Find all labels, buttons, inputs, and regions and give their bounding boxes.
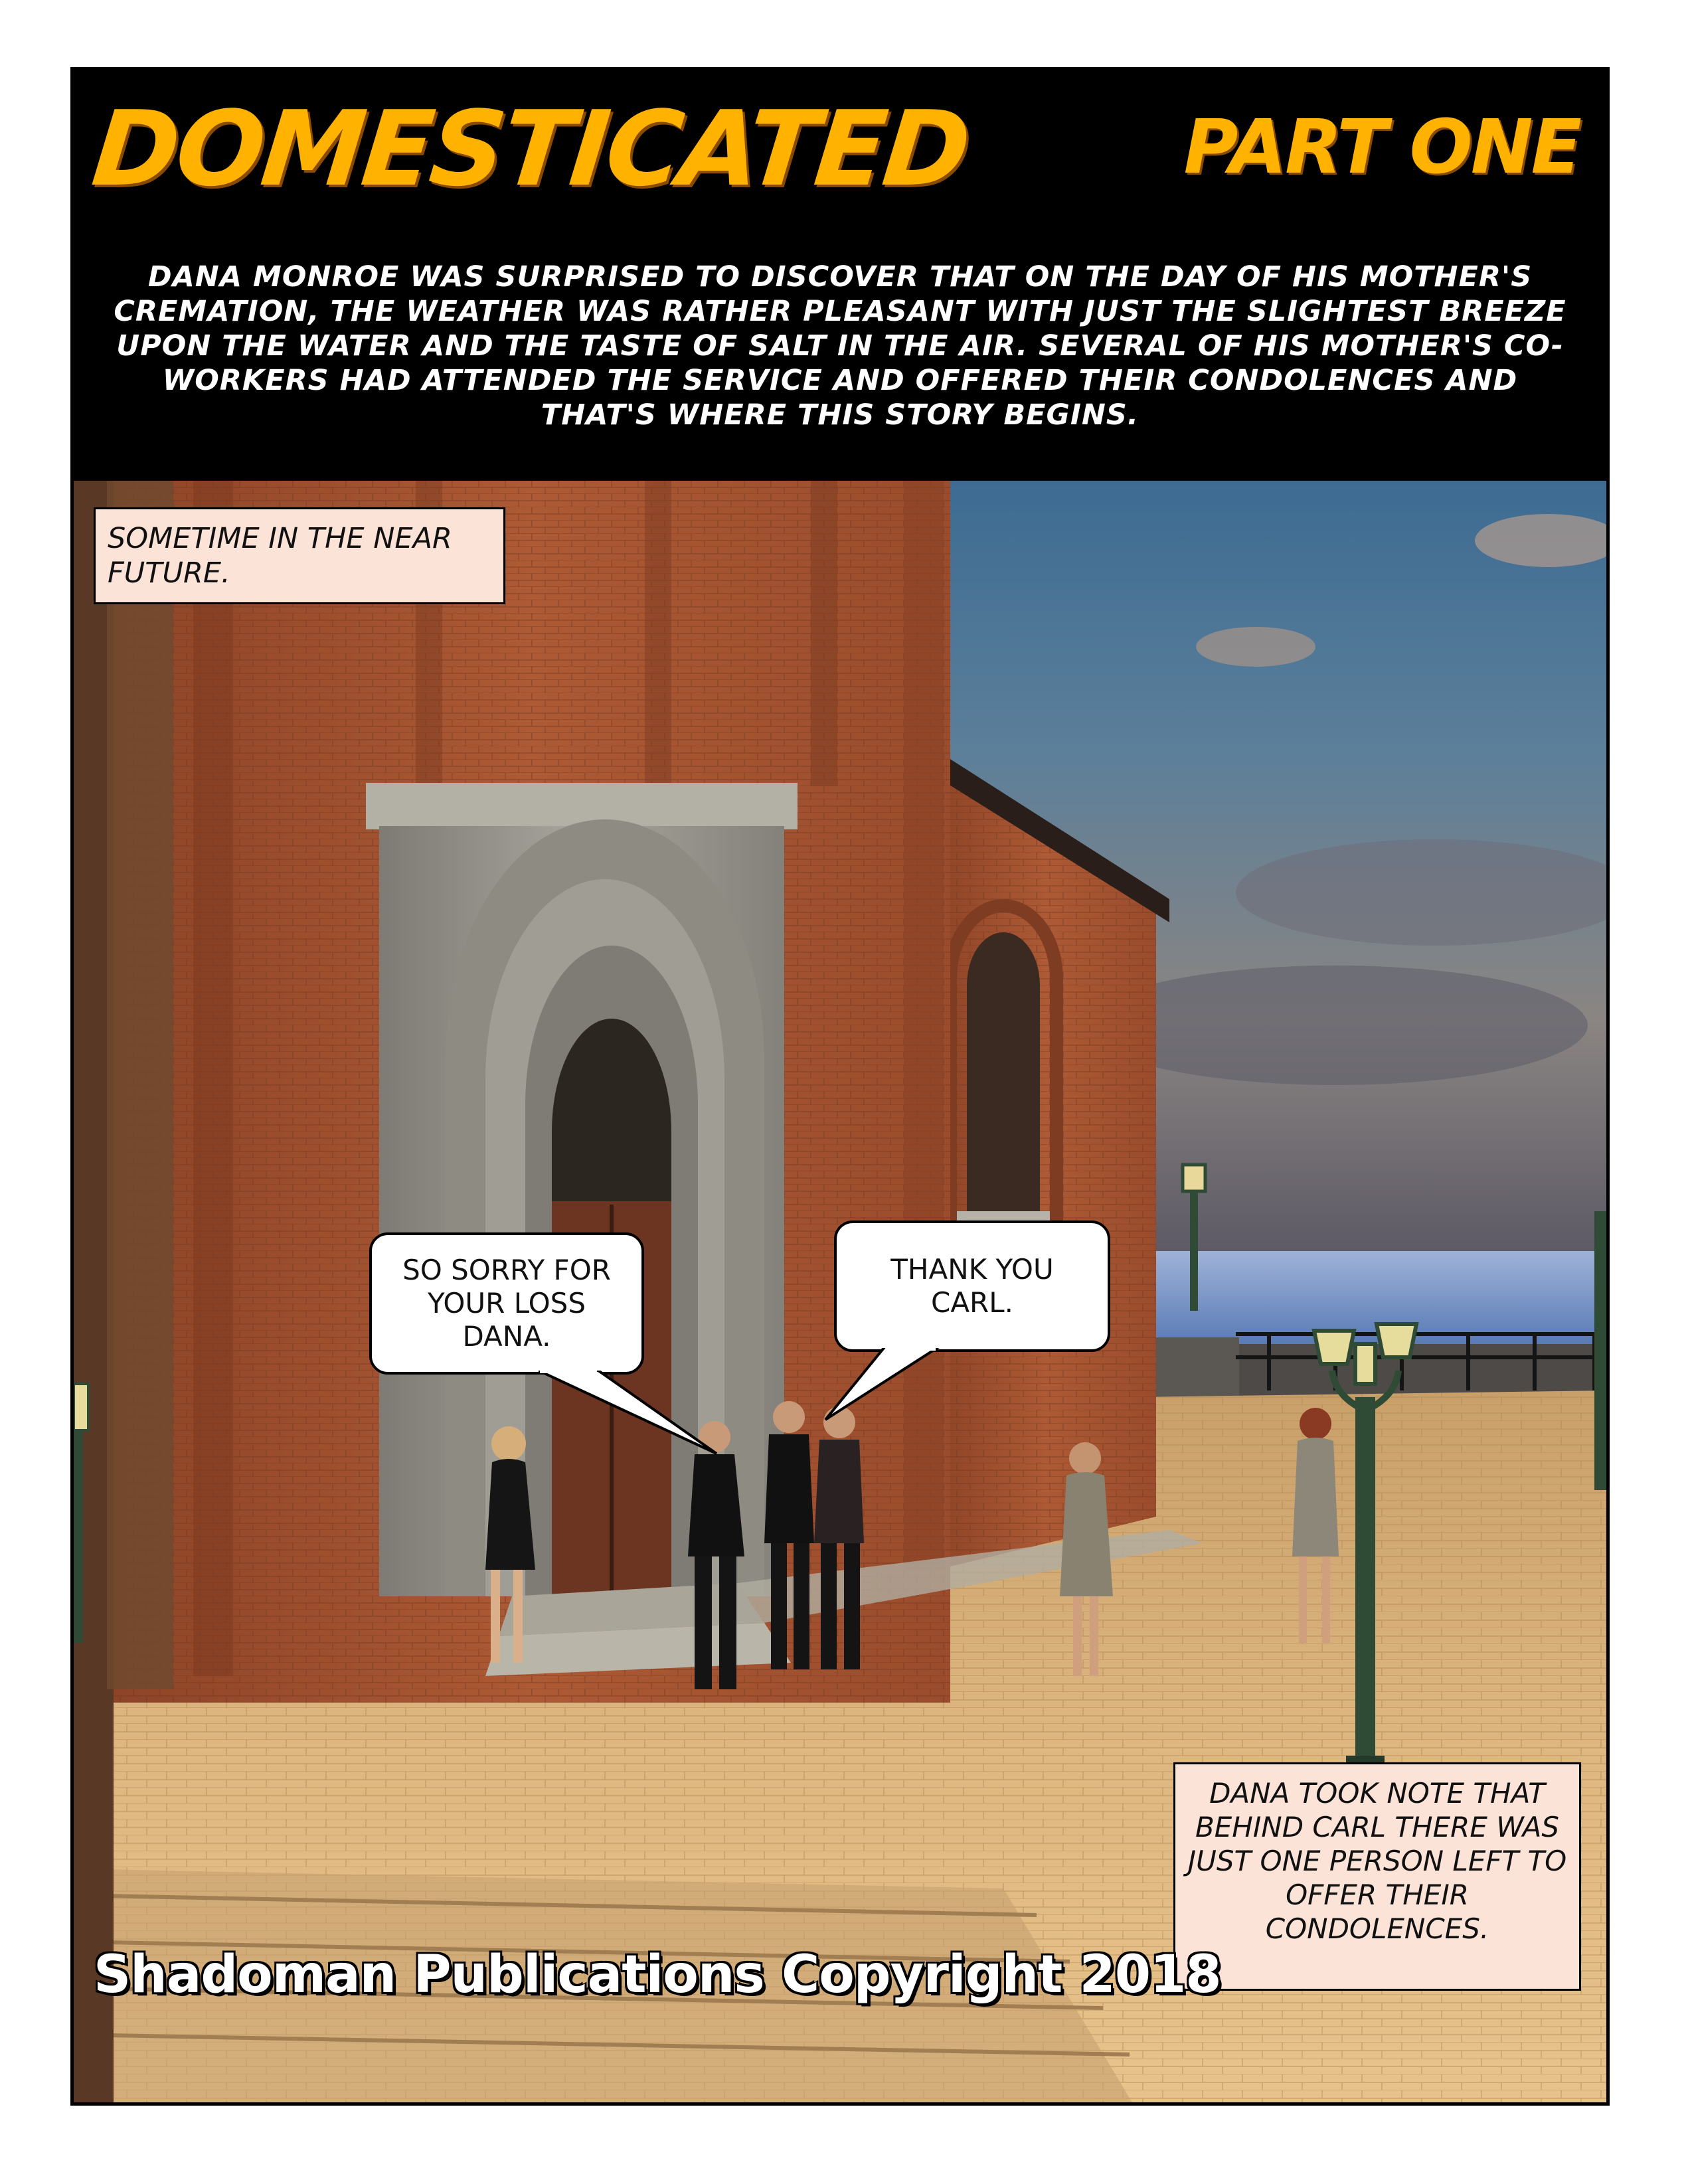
speech-text-carl: SO SORRY FOR YOUR LOSS DANA. bbox=[402, 1254, 611, 1353]
caption-box-bottom: DANA TOOK NOTE THAT BEHIND CARL THERE WAS JUST ONE PERSON LEFT TO OFFER THEIR CONDOLENCES. bbox=[1173, 1762, 1581, 1991]
caption-box-top: SOMETIME IN THE NEAR FUTURE. bbox=[94, 507, 505, 604]
speech-balloon-carl bbox=[369, 1232, 644, 1375]
speech-balloon-dana bbox=[834, 1220, 1110, 1352]
intro-narration: DANA MONROE WAS SURPRISED TO DISCOVER THAT ON THE DAY OF HIS MOTHER'S CREMATION, THE WEATHER WAS RATHER PLEASANT WITH JUST THE SLIGHTEST BREEZE UPON THE WATER AND THE TASTE OF SALT IN THE AIR. SEVERAL OF HIS MOTHER'S CO-WORKERS HAD ATTENDED THE SERVICE AND OFFERED THEIR CONDOLENCES AND THAT'S WHERE THIS STORY BEGINS. bbox=[114, 260, 1566, 432]
header-banner bbox=[74, 70, 1606, 481]
comic-title: DOMESTICATED bbox=[87, 88, 973, 209]
copyright-notice: Shadoman Publications Copyright 2018 bbox=[94, 1945, 1221, 2005]
comic-page bbox=[70, 67, 1610, 2106]
speech-tail-dana bbox=[824, 1348, 944, 1421]
speech-tail-carl bbox=[539, 1371, 718, 1457]
speech-text-dana: THANK YOU CARL. bbox=[890, 1253, 1054, 1319]
part-label: PART ONE bbox=[1183, 104, 1580, 191]
scene-panel bbox=[74, 481, 1606, 2106]
